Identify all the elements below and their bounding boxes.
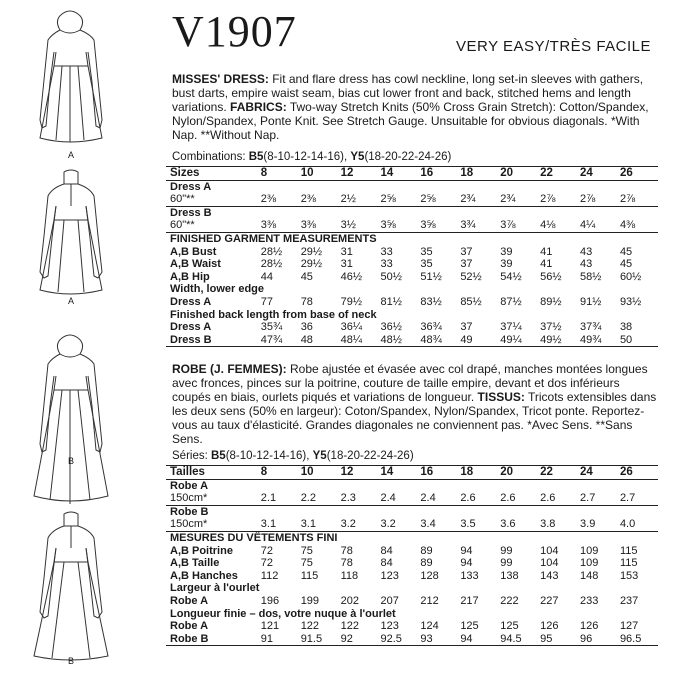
table-cell: 148 [580,569,599,582]
table-cell: 37¼ [500,321,522,334]
table-cell: 79½ [340,295,363,308]
table-cell: 2½ [339,193,379,206]
dress-a-fabric-width: 60"** [166,193,259,206]
mesures-header [166,531,658,544]
table-cell: 138 [500,569,519,582]
english-size-table [166,166,658,347]
waist-row [166,258,658,271]
taille-row [166,557,658,570]
english-body: Fit and flare dress has cowl neckline, long set-in sleeves with gathers, bust darts, empire waist seam, bias cut lower front and back, stitched hems and length variations. [172,72,644,114]
table-cell: 212 [420,594,439,607]
table-cell: 4¼ [578,219,618,232]
difficulty-label: VERY EASY/TRÈS FACILE [456,38,652,55]
table-cell: 233 [580,594,599,607]
table-cell: 2.1 [259,492,299,505]
waist-label: A,B Waist [170,258,221,271]
largeur-header [166,582,658,595]
robe-b-header-row [166,505,658,518]
table-cell: 39 [500,258,513,271]
taille-label: A,B Taille [170,557,220,570]
table-cell: 2.7 [578,492,618,505]
table-cell: 72 [260,544,274,557]
table-cell: 77 [260,295,274,308]
table-cell: 38 [619,321,633,334]
table-cell: 43 [580,258,593,271]
size-cell: 26 [618,466,658,480]
table-cell: 75 [300,557,313,570]
table-cell: 52½ [460,270,482,283]
back-dress-b-label: Dress B [166,334,259,347]
back-dress-a-label: Dress A [170,321,212,334]
size-cell: 10 [299,167,339,181]
hanches-label: A,B Hanches [170,569,238,582]
size-cell: 16 [418,466,458,480]
table-cell: 36¾ [420,321,442,334]
table-cell: 49 [458,334,498,347]
robe-a-fabric-width: 150cm* [166,492,259,505]
table-cell: 122 [300,620,320,633]
table-cell: 43 [580,245,593,258]
table-cell: 47¾ [259,334,299,347]
table-cell: 3¾ [458,219,498,232]
table-cell: 2.6 [498,492,538,505]
table-cell: 37¾ [580,321,602,334]
table-cell: 48¾ [418,334,458,347]
table-cell: 109 [580,557,599,570]
size-cell: 16 [418,167,458,181]
dress-b-yardage-row [166,219,658,232]
largeur-robe-a-row [166,595,658,608]
table-cell: 41 [540,245,553,258]
table-cell: 126 [540,620,559,633]
size-cell: 10 [299,466,339,480]
table-cell: 44 [260,270,274,283]
size-cell: 22 [538,466,578,480]
table-cell: 4⅜ [618,219,658,232]
table-cell: 128 [420,569,439,582]
combo-y5: Y5 [350,151,365,163]
table-cell: 104 [540,557,559,570]
table-cell: 217 [460,594,479,607]
table-cell: 3.1 [299,518,339,531]
table-cell: 91 [259,633,299,646]
combo-b5-sizes: (8-10-12-14-16), [263,151,351,163]
table-cell: 84 [380,557,393,570]
table-cell: 94 [460,557,473,570]
sketch-label-b-front: B [68,456,75,466]
size-cell: 24 [578,466,618,480]
table-cell: 3.2 [339,518,379,531]
table-cell: 104 [540,544,559,557]
poitrine-row [166,545,658,558]
table-cell: 78 [340,544,353,557]
table-cell: 127 [619,620,639,633]
table-cell: 49¼ [498,334,538,347]
dress-a-front-sketch [40,11,102,142]
dress-a-header-row [166,180,658,193]
size-cell: 22 [538,167,578,181]
table-cell: 3⅝ [379,219,419,232]
table-cell: 126 [580,620,599,633]
table-cell: 123 [380,569,399,582]
series-b5: B5 [211,450,226,462]
french-lead: ROBE (J. FEMMES): [172,362,287,376]
table-cell: 35¾ [260,321,283,334]
table-cell: 78 [340,557,353,570]
table-cell: 196 [260,594,280,607]
table-cell: 2.2 [299,492,339,505]
table-cell: 33 [380,245,393,258]
table-cell: 3½ [339,219,379,232]
table-cell: 96.5 [618,633,658,646]
table-cell: 92.5 [379,633,419,646]
table-cell: 75 [300,544,313,557]
table-cell: 87½ [500,295,522,308]
table-cell: 58½ [580,270,602,283]
table-cell: 83½ [420,295,442,308]
series-b5-sizes: (8-10-12-14-16), [225,450,313,462]
table-cell: 4⅛ [538,219,578,232]
table-cell: 78 [300,295,313,308]
table-cell: 35 [420,258,433,271]
width-lower-edge-header [166,283,658,296]
dress-b-fabric-width: 60"** [166,219,259,232]
table-cell: 51½ [420,270,442,283]
table-cell: 45 [300,270,313,283]
table-cell: 2⅞ [578,193,618,206]
table-cell: 3⅜ [259,219,299,232]
table-cell: 3.5 [458,518,498,531]
table-cell: 237 [619,594,639,607]
largeur-label: Largeur à l'ourlet [170,582,260,595]
dress-a-back-sketch [40,170,102,294]
dress-a-yardage-row [166,193,658,206]
table-cell: 92 [339,633,379,646]
finished-measurements-label: FINISHED GARMENT MEASUREMENTS [170,232,377,245]
table-cell: 115 [300,569,319,582]
table-cell: 85½ [460,295,482,308]
size-cell: 20 [498,167,538,181]
finished-measurements-header [166,232,658,245]
table-cell: 50½ [380,270,402,283]
french-fabrics-lead: TISSUS: [477,390,525,404]
longueur-robe-a-label: Robe A [170,620,209,633]
table-cell: 3.6 [498,518,538,531]
table-cell: 123 [380,620,399,633]
table-cell: 31 [340,245,353,258]
back-dress-b-row [166,334,658,347]
french-size-table [166,465,658,646]
table-cell: 3⅜ [299,219,339,232]
table-cell: 3.8 [538,518,578,531]
back-dress-a-row [166,321,658,334]
table-cell: 109 [580,544,599,557]
combinations-label: Combinations: [172,151,249,163]
french-body: Robe ajustée et évasée avec col drapé, manches montées longues avec fronces, pinces sur la poitrine, couture de taille empire, devant et dos inférieurs coupés en biais, ourlets piqués et variations de longueur. [172,362,648,404]
table-cell: 3.4 [418,518,458,531]
table-cell: 143 [540,569,559,582]
table-cell: 96 [578,633,618,646]
table-cell: 3.1 [259,518,299,531]
table-cell: 93½ [619,295,642,308]
english-fabrics-lead: FABRICS: [230,100,287,114]
table-cell: 99 [500,544,513,557]
series-label: Séries: [172,450,211,462]
table-cell: 72 [260,557,274,570]
size-cell: 18 [458,466,498,480]
table-cell: 2.7 [618,492,658,505]
table-cell: 3.2 [379,518,419,531]
table-cell: 2⅜ [259,193,299,206]
table-cell: 2⅞ [618,193,658,206]
table-cell: 29½ [300,245,323,258]
dress-b-header-row [166,206,658,219]
robe-b-label: Robe B [170,505,209,518]
width-dress-a-row [166,296,658,309]
robe-a-yardage-row [166,492,658,505]
table-cell: 227 [540,594,559,607]
table-cell: 89 [420,557,433,570]
series-y5-sizes: (18-20-22-24-26) [326,450,414,462]
size-cell: 12 [339,167,379,181]
width-lower-edge-label: Width, lower edge [170,283,265,296]
english-combinations [172,151,451,163]
table-cell: 2.6 [538,492,578,505]
table-cell: 125 [460,620,479,633]
table-cell: 91½ [580,295,602,308]
table-cell: 41 [540,258,553,271]
table-cell: 2.6 [458,492,498,505]
size-cell: 20 [498,466,538,480]
english-fabrics-body: Two-way Stretch Knits (50% Cross Grain Stretch): Cotton/Spandex, Nylon/Spandex, Ponte Knit. See Stretch Gauge. Unsuitable for obvious diagonals. *With Nap. **Without Nap. [172,100,649,142]
combo-b5: B5 [248,151,264,163]
table-cell: 35 [420,245,433,258]
table-cell: 2⅝ [379,193,419,206]
table-cell: 2.4 [418,492,458,505]
size-cell: 12 [339,466,379,480]
table-cell: 115 [619,544,638,557]
table-cell: 36¼ [340,321,363,334]
table-cell: 28½ [260,245,283,258]
table-cell: 29½ [300,258,323,271]
table-cell: 2⅞ [538,193,578,206]
size-cell: 26 [618,167,658,181]
table-cell: 118 [340,569,359,582]
size-cell: 14 [379,466,419,480]
table-cell: 133 [460,569,479,582]
table-cell: 199 [300,594,320,607]
width-dress-a-label: Dress A [170,295,212,308]
table-cell: 121 [260,620,280,633]
table-cell: 2.4 [379,492,419,505]
table-cell: 36 [300,321,313,334]
table-cell: 37½ [540,321,562,334]
longueur-robe-b-row [166,633,658,646]
back-length-label: Finished back length from base of neck [170,308,377,321]
table-cell: 37 [460,321,473,334]
robe-b-yardage-row [166,518,658,531]
sketch-label-a-front: A [68,150,75,160]
english-description [172,72,657,142]
mesures-label: MESURES DU VÊTEMENTS FINI [170,531,338,544]
table-cell: 31 [340,258,353,271]
table-cell: 89 [420,544,433,557]
table-cell: 94 [458,633,498,646]
french-description [172,362,657,446]
dress-b-front-sketch [34,335,108,504]
table-cell: 49¾ [578,334,618,347]
table-cell: 125 [500,620,519,633]
longueur-robe-a-row [166,620,658,633]
table-cell: 49½ [538,334,578,347]
size-cell: 18 [458,167,498,181]
table-cell: 45 [619,245,633,258]
table-cell: 2.3 [339,492,379,505]
table-cell: 28½ [260,258,283,271]
table-cell: 222 [500,594,519,607]
table-cell: 33 [380,258,393,271]
table-cell: 56½ [540,270,562,283]
table-cell: 93 [418,633,458,646]
table-cell: 60½ [619,270,642,283]
table-cell: 153 [619,569,639,582]
table-cell: 2¾ [498,193,538,206]
longueur-label: Longueur finie – dos, votre nuque à l'ourlet [170,607,396,620]
robe-b-fabric-width: 150cm* [166,518,259,531]
dress-b-back-sketch [34,512,108,660]
table-cell: 95 [538,633,578,646]
table-cell: 39 [500,245,513,258]
combo-y5-sizes: (18-20-22-24-26) [364,151,452,163]
table-cell: 124 [420,620,439,633]
size-cell: 14 [379,167,419,181]
table-cell: 2⅜ [299,193,339,206]
longueur-header [166,608,658,621]
tailles-row [166,466,658,480]
table-cell: 2¾ [458,193,498,206]
table-cell: 84 [380,544,393,557]
table-cell: 37 [460,258,473,271]
english-lead: MISSES' DRESS: [172,72,269,86]
robe-a-header-row [166,479,658,492]
sketch-label-b-back: B [68,656,75,666]
hip-label: A,B Hip [170,270,210,283]
table-cell: 91.5 [299,633,339,646]
series-y5: Y5 [312,450,327,462]
size-cell: 24 [578,167,618,181]
table-cell: 3.9 [578,518,618,531]
table-cell: 36½ [380,321,402,334]
back-length-header [166,309,658,322]
table-cell: 46½ [340,270,363,283]
dress-a-label: Dress A [170,180,212,193]
tailles-label: Tailles [166,466,259,480]
table-cell: 48½ [379,334,419,347]
bust-label: A,B Bust [170,245,217,258]
size-cell: 8 [259,466,299,480]
table-cell: 99 [500,557,513,570]
table-cell: 3⅞ [498,219,538,232]
table-cell: 115 [619,557,638,570]
sizes-label: Sizes [166,167,259,181]
table-cell: 54½ [500,270,522,283]
table-cell: 94 [460,544,473,557]
robe-a-label: Robe A [170,479,209,492]
dress-b-label: Dress B [170,206,212,219]
hanches-row [166,570,658,583]
table-cell: 3⅝ [418,219,458,232]
table-cell: 48 [299,334,339,347]
table-cell: 202 [340,594,359,607]
garment-sketches [0,0,160,680]
table-cell: 81½ [380,295,402,308]
poitrine-label: A,B Poitrine [170,544,233,557]
table-cell: 89½ [540,295,562,308]
largeur-robe-a-label: Robe A [170,594,209,607]
table-cell: 207 [380,594,399,607]
table-cell: 37 [460,245,473,258]
bust-row [166,246,658,259]
longueur-robe-b-label: Robe B [166,633,259,646]
french-fabrics-body: Tricots extensibles dans les deux sens (50% en largeur): Coton/Spandex, Nylon/Spandex, Tricot ponte. Reportez-vous au taux d'élasticité. Grandes diagonales ne conviennent pas. *Avec Sens. **Sans Sens. [172,390,657,446]
table-cell: 48¼ [339,334,379,347]
table-cell: 4.0 [618,518,658,531]
table-cell: 50 [618,334,658,347]
sketch-label-a-back: A [68,296,75,306]
table-cell: 122 [340,620,359,633]
size-cell: 8 [259,167,299,181]
table-cell: 45 [619,258,633,271]
sizes-row [166,167,658,181]
hip-row [166,271,658,284]
table-cell: 94.5 [498,633,538,646]
french-combinations [172,450,414,462]
dress-sketch-illustrations [0,0,160,680]
table-cell: 2⅝ [418,193,458,206]
pattern-number: V1907 [172,7,297,56]
table-cell: 112 [260,569,279,582]
